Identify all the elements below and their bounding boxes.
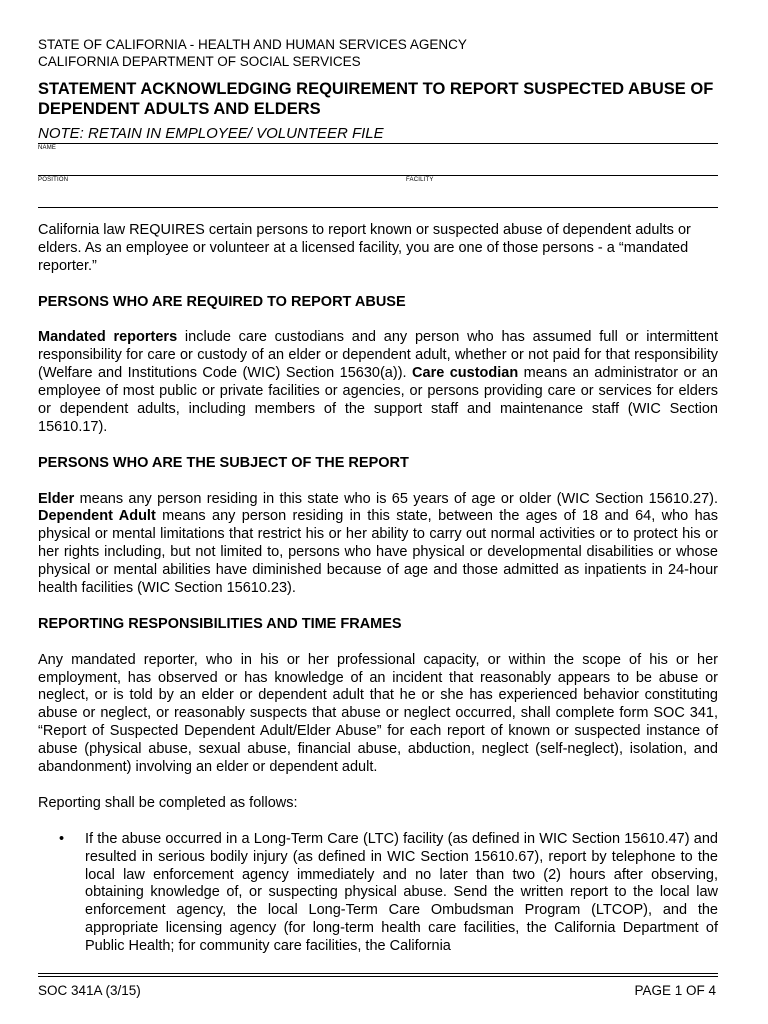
position-field-label: POSITION (38, 177, 69, 183)
bullet-icon: • (59, 830, 65, 847)
agency-line-1: STATE OF CALIFORNIA - HEALTH AND HUMAN SERVICES AGENCY (38, 37, 467, 52)
section-heading-responsibilities: REPORTING RESPONSIBILITIES AND TIME FRAMES (38, 615, 402, 632)
term-dependent-adult: Dependent Adult (38, 508, 156, 525)
section-heading-required: PERSONS WHO ARE REQUIRED TO REPORT ABUSE (38, 293, 406, 310)
body-clip (38, 0, 728, 968)
term-mandated-reporters: Mandated reporters (38, 329, 178, 346)
document-title: STATEMENT ACKNOWLEDGING REQUIREMENT TO REPORT SUSPECTED ABUSE OF DEPENDENT ADULTS AND ELDERS (38, 80, 714, 118)
term-elder: Elder (38, 490, 75, 507)
footer-divider-top (38, 973, 718, 974)
intro-paragraph: California law REQUIRES certain persons to report known or suspected abuse of dependent adults or elders. As an employee or volunteer at a licensed facility, you are one of those persons - a “mandated reporter.” (38, 222, 691, 274)
bullet-text-ltc-facility: If the abuse occurred in a Long-Term Care (LTC) facility (as defined in WIC Section 15610.47) and resulted in serious bodily injury (as defined in WIC Section 15610.67), report by telephone to the local law enforcement agency immediately and no later than two (2) hours after observing, obtaining knowledge of, or suspecting physical abuse. Send the written report to the local law enforcement agency, the local Long-Term Care Ombudsman Program (LTCOP), and the appropriate licensing agency (for long-term health care facilities, the California Department of Public Health; for community care facilities, the California (85, 830, 718, 955)
responsibilities-paragraph: Any mandated reporter, who in his or her professional capacity, or within the scope of his or her employment, has observed or has knowledge of an incident that reasonably appears to be abuse or neglect, or is told by an elder or dependent adult that he or she has experienced behavior constituting abuse or neglect, or reasonably suspects that abuse or neglect occurred, shall complete form SOC 341, “Report of Suspected Dependent Adult/Elder Abuse” for each report of known or suspected instance of abuse (physical abuse, sexual abuse, financial abuse, abduction, neglect (self-neglect), isolation, and abandonment) involving an elder or dependent adult. (38, 651, 718, 776)
retention-note: NOTE: RETAIN IN EMPLOYEE/ VOLUNTEER FILE (38, 125, 384, 142)
reporting-intro: Reporting shall be completed as follows: (38, 794, 298, 811)
page-number: PAGE 1 OF 4 (634, 983, 716, 998)
agency-line-2: CALIFORNIA DEPARTMENT OF SOCIAL SERVICES (38, 53, 361, 69)
list-item (38, 831, 718, 956)
document-body (38, 222, 718, 956)
section-heading-subject: PERSONS WHO ARE THE SUBJECT OF THE REPORT (38, 454, 409, 471)
mandated-reporters-paragraph: Mandated reporters include care custodians and any person who has assumed full or intermittent responsibility for care or custody of an elder or dependent adult, whether or not paid for that responsibility (Welfare and Institutions Code (WIC) Section 15630(a)). Care custodian means an administrator or an employee of most public or private facilities or agencies, or persons providing care or services for elders or dependent adults, including members of the support staff and maintenance staff (WIC Section 15610.17). (38, 329, 718, 435)
facility-field-label: FACILITY (406, 177, 434, 183)
name-field-label: NAME (38, 145, 57, 151)
term-care-custodian: Care custodian (412, 365, 519, 382)
form-number: SOC 341A (3/15) (38, 983, 141, 998)
elder-definition-paragraph: Elder means any person residing in this state who is 65 years of age or older (WIC Section 15610.27). Dependent Adult means any person residing in this state, between the ages of 18 and 64, who has physical or mental limitations that restrict his or her ability to carry out normal activities or to protect his or her rights including, but not limited to, persons who have physical or developmental disabilities or whose physical or mental abilities have diminished because of age and those admitted as inpatients in 24-hour health facilities (WIC Section 15610.23). (38, 490, 718, 597)
footer-divider-bottom (38, 976, 718, 977)
